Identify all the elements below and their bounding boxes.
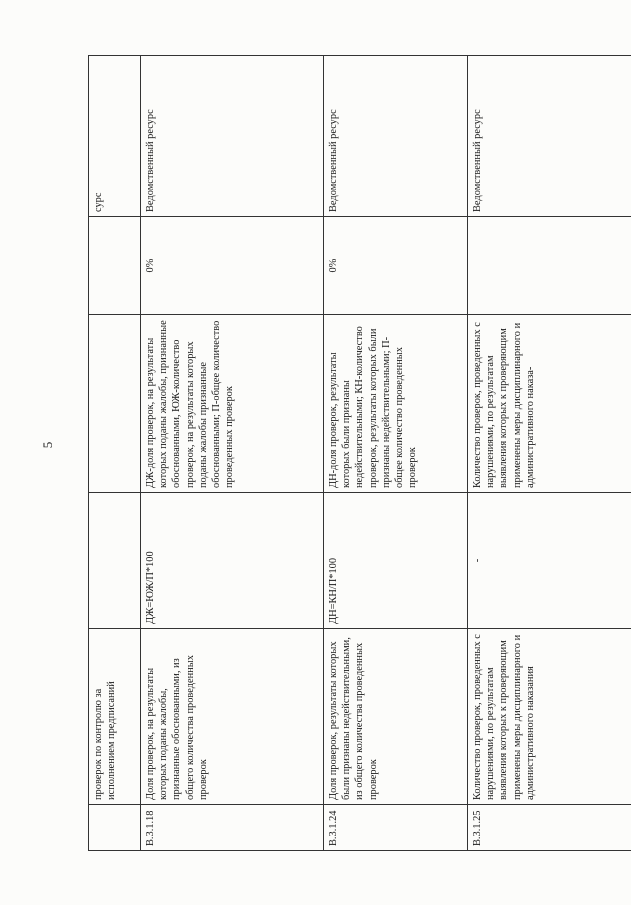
cell-source: Ведомственный ресурс [324, 56, 468, 217]
cell-target: 0% [324, 217, 468, 315]
cell-source: сурс [89, 56, 141, 217]
cell-definition: ДН-доля проверок, результаты которых были признаны недействительными; КН-количество проверок, результаты которых были признаны недействительными; П-общее количество проведенных проверок [324, 315, 468, 493]
cell-target: 0% [141, 217, 324, 315]
cell-formula: ДЖ=ЮЖ/П*100 [141, 493, 324, 629]
cell-formula: - [468, 493, 631, 629]
cell-formula: ДН=КН/П*100 [324, 493, 468, 629]
cell-source: Ведомственный ресурс [141, 56, 324, 217]
cell-code: В.3.1.18 [141, 805, 324, 851]
table-row [324, 56, 468, 851]
cell-definition: Количество проверок, проведенных с нарушениями, по результатам выявления которых к проверяющим применены меры дисциплинарного и административного наказа- [468, 315, 631, 493]
table-row [89, 56, 141, 851]
cell-target [89, 217, 141, 315]
rotated-table-container [88, 56, 611, 851]
cell-name: проверок по контролю за исполнением предписаний [89, 629, 141, 805]
cell-formula [89, 493, 141, 629]
page-number: 5 [40, 441, 55, 449]
cell-name: Доля проверок, результаты которых были признаны недействительными, из общего количества проведенных проверок [324, 629, 468, 805]
indicators-table [88, 55, 631, 851]
cell-name: Доля проверок, на результаты которых поданы жалобы, признанные обоснованными, из общего количества проведенных проверок [141, 629, 324, 805]
cell-source: Ведомственный ресурс [468, 56, 631, 217]
cell-target [468, 217, 631, 315]
cell-name: Количество проверок, проведенных с нарушениями, по результатам выявления которых к проверяющим применены меры дисциплинарного и административного наказания [468, 629, 631, 805]
cell-code: В.3.1.25 [468, 805, 631, 851]
cell-code: В.3.1.24 [324, 805, 468, 851]
cell-code [89, 805, 141, 851]
table-row [468, 56, 631, 851]
table-row [141, 56, 324, 851]
cell-definition: ДЖ-доля проверок, на результаты которых поданы жалобы, признанные обоснованными, ЮЖ-количество проверок, на результаты которых поданы жалобы признанные обоснованными; П-общее количество проведенных проверок [141, 315, 324, 493]
cell-definition [89, 315, 141, 493]
